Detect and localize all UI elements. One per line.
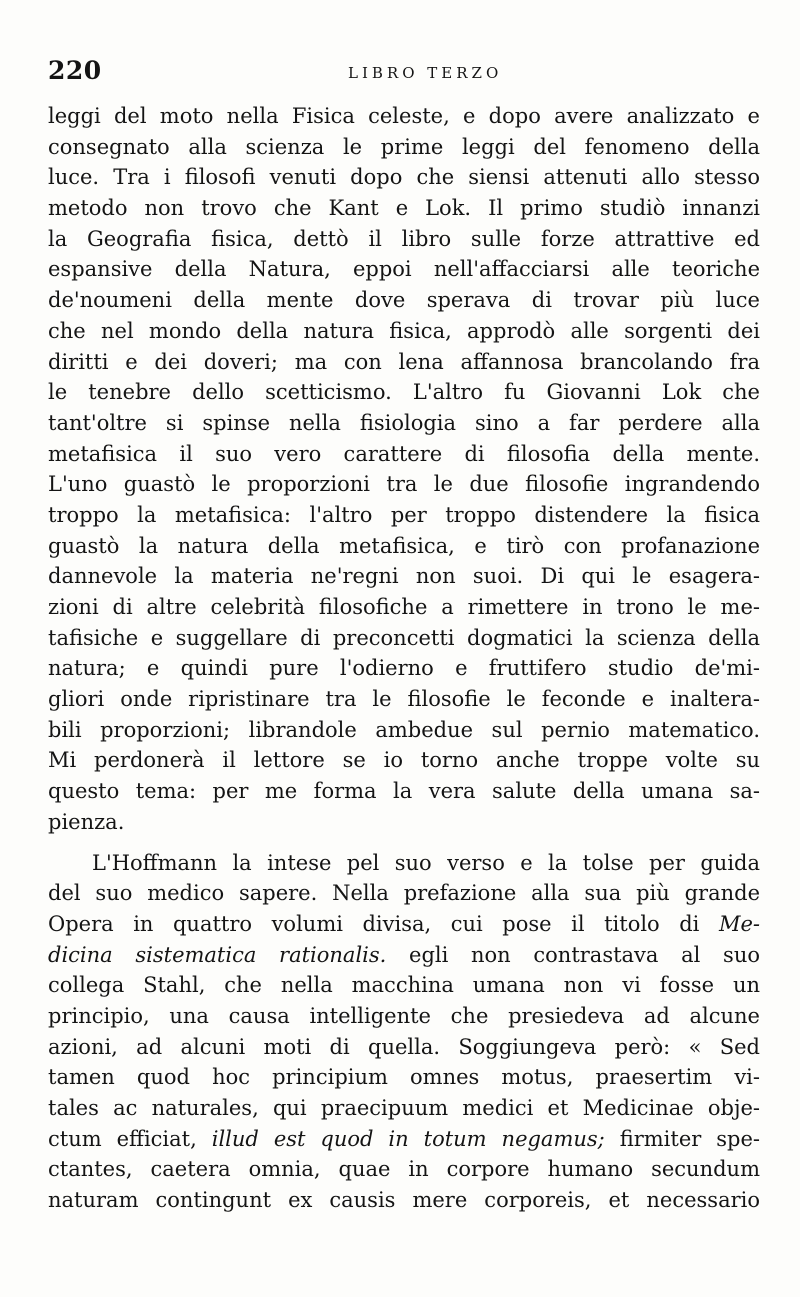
text-line [48,940,760,971]
text-line: gliori onde ripristinare tra le filosofie le feconde e inaltera- [48,687,760,712]
text-line [48,1124,760,1155]
text-line: espansive della Natura, eppoi nell'affacciarsi alle teoriche [48,257,760,282]
text-line: L'uno guastò le proporzioni tra le due filosofie ingrandendo [48,472,760,497]
text-line [48,909,760,940]
text-line: tamen quod hoc principium omnes motus, praesertim vi- [48,1065,760,1090]
text-line: tant'oltre si spinse nella fisiologia sino a far perdere alla [48,410,760,435]
text-line: ctantes, caetera omnia, quae in corpore humano secundum [48,1157,760,1182]
text-line: L'Hoffmann la intese pel suo verso e la tolse per guida [92,850,760,875]
text-line: bili proporzioni; librandole ambedue sul pernio matematico. [48,717,760,742]
text-line: del suo medico sapere. Nella prefazione alla sua più grande [48,881,760,906]
text-span: egli non contrastava al suo [409,942,760,967]
text-line: consegnato alla scienza le prime leggi del fenomeno della [48,134,760,159]
text-line: luce. Tra i filosofi venuti dopo che siensi attenuti allo stesso [48,165,760,190]
text-line: dannevole la materia ne'regni non suoi. Di qui le esagera- [48,564,760,589]
text-line: leggi del moto nella Fisica celeste, e dopo avere analizzato e [48,104,760,128]
text-line: troppo la metafisica: l'altro per troppo distendere la fisica [48,502,760,527]
text-line: natura; e quindi pure l'odierno e fruttifero studio de'mi- [48,656,760,681]
text-line: le tenebre dello scetticismo. L'altro fu Giovanni Lok che [48,380,760,405]
italic-text: dicina sistematica rationalis. [48,942,387,967]
text-line: Mi perdonerà il lettore se io torno anche troppe volte su [48,748,760,773]
page-header [48,56,758,92]
text-line: azioni, ad alcuni moti di quella. Soggiungeva però: « Sed [48,1034,760,1059]
italic-text: illud est quod in totum negamus; [211,1126,605,1151]
text-line: questo tema: per me forma la vera salute della umana sa- [48,779,760,804]
text-span: ctum efficiat, [48,1126,197,1151]
text-span: Opera in quattro volumi divisa, cui pose il titolo di [48,911,700,936]
text-line: de'noumeni della mente dove sperava di trovar più luce [48,288,760,313]
italic-text: Me- [718,911,760,936]
page-number: 220 [48,56,102,85]
text-span: firmiter spe- [619,1126,760,1151]
text-line: diritti e dei doveri; ma con lena affannosa brancolando fra [48,349,760,374]
text-line: tafisiche e suggellare di preconcetti dogmatici la scienza della [48,625,760,650]
text-line: la Geografia fisica, dettò il libro sulle forze attrattive ed [48,226,760,251]
text-line: metodo non trovo che Kant e Lok. Il primo studiò innanzi [48,196,760,221]
text-line: metafisica il suo vero carattere di filosofia della mente. [48,441,760,466]
text-line: naturam contingunt ex causis mere corporeis, et necessario [48,1188,760,1213]
body-text [48,101,760,1216]
text-line: tales ac naturales, qui praecipuum medici et Medicinae obje- [48,1096,760,1120]
text-line: principio, una causa intelligente che presiedeva ad alcune [48,1003,760,1028]
text-line: zioni di altre celebrità filosofiche a rimettere in trono le me- [48,595,760,619]
text-line: pienza. [48,809,125,834]
text-line: collega Stahl, che nella macchina umana non vi fosse un [48,973,760,998]
running-head: LIBRO TERZO [348,64,503,82]
text-line: guastò la natura della metafisica, e tirò con profanazione [48,533,760,558]
text-line: che nel mondo della natura fisica, approdò alle sorgenti dei [48,318,760,343]
